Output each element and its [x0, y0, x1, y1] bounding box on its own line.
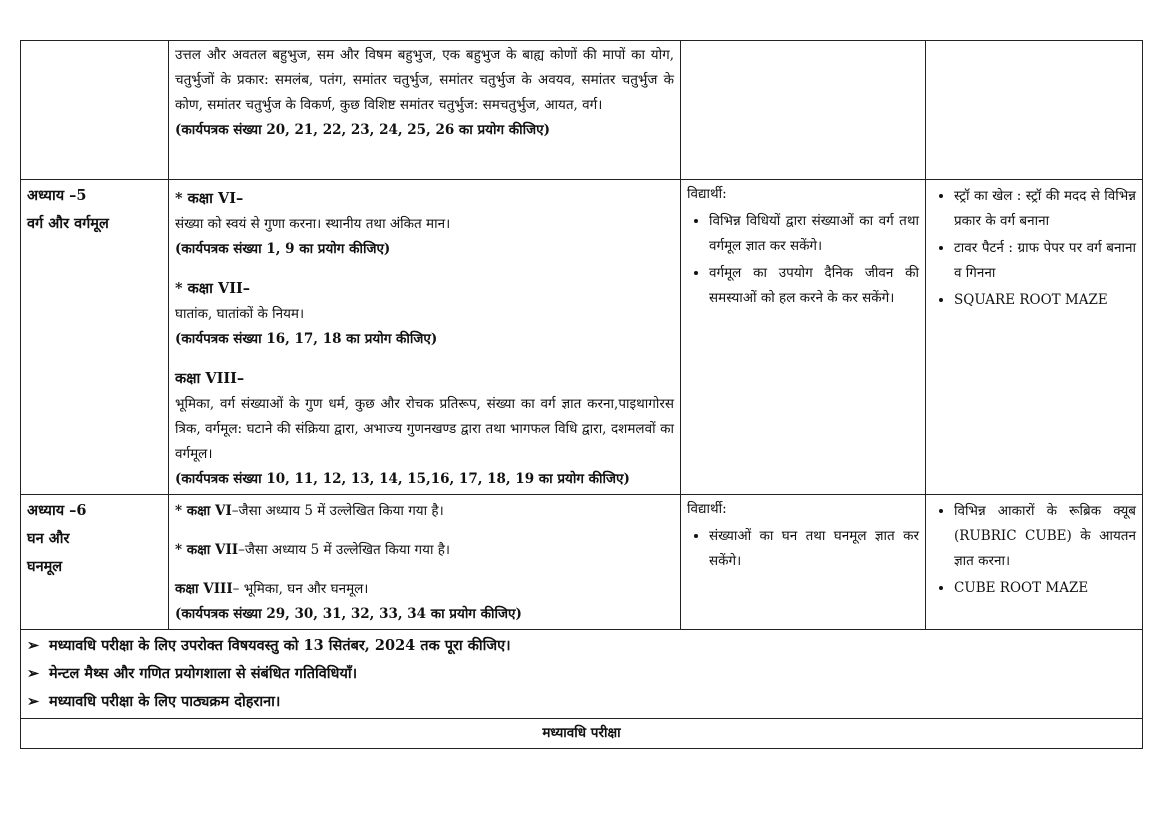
- note-item: [27, 688, 1136, 716]
- exam-title: मध्यावधि परीक्षा: [21, 719, 1143, 749]
- class-6-content: संख्या को स्वयं से गुणा करना। स्थानीय तथा अंकित मान।: [175, 216, 451, 232]
- class-7-heading: * कक्षा VII: [175, 542, 239, 558]
- chapter-number: अध्याय –5: [27, 187, 87, 204]
- notes-cell: [21, 630, 1143, 719]
- chapter-title: वर्ग और वर्गमूल: [27, 215, 109, 232]
- list-item: • संख्याओं का घन तथा घनमूल ज्ञात कर सकेंगे।: [709, 524, 919, 574]
- activity-cell-empty: [926, 41, 1143, 180]
- note-text: मध्यावधि परीक्षा के लिए पाठ्यक्रम दोहराना।: [49, 693, 281, 710]
- content-cell-continuation: [169, 41, 681, 180]
- class-7-content: घातांक, घातांकों के नियम।: [175, 306, 305, 322]
- outcome-list: [687, 524, 919, 574]
- table-row-chapter-6: [21, 495, 1143, 630]
- activity-cell: [926, 495, 1143, 630]
- activity-cell: [926, 180, 1143, 495]
- worksheet-note: (कार्यपत्रक संख्या 20, 21, 22, 23, 24, 25, 26 का प्रयोग कीजिए): [175, 122, 551, 138]
- chapter-cell-empty: [21, 41, 169, 180]
- note-item: [27, 660, 1136, 688]
- list-item: • विभिन्न आकारों के रूब्रिक क्यूब (RUBRIC CUBE) के आयतन ज्ञात करना।: [954, 499, 1136, 574]
- class-7-worksheet: (कार्यपत्रक संख्या 16, 17, 18 का प्रयोग कीजिए): [175, 331, 438, 347]
- chapter-cell: [21, 180, 169, 495]
- chapter-number: अध्याय –6: [27, 502, 87, 519]
- note-text: मध्यावधि परीक्षा के लिए उपरोक्त विषयवस्तु को 13 सितंबर, 2024 तक पूरा कीजिए।: [49, 637, 511, 654]
- list-item: • CUBE ROOT MAZE: [954, 576, 1136, 601]
- arrow-bullet-icon: ➢: [27, 637, 40, 654]
- class-8-worksheet: (कार्यपत्रक संख्या 10, 11, 12, 13, 14, 15,16, 17, 18, 19 का प्रयोग कीजिए): [175, 471, 630, 487]
- list-item: • टावर पैटर्न : ग्राफ पेपर पर वर्ग बनाना व गिनना: [954, 236, 1136, 286]
- content-cell: [169, 495, 681, 630]
- table-row-chapter-5: [21, 180, 1143, 495]
- outcome-list: [687, 209, 919, 311]
- note-item: [27, 632, 1136, 660]
- list-item: • वर्गमूल का उपयोग दैनिक जीवन की समस्याओं को हल करने के कर सकेंगे।: [709, 261, 919, 311]
- outcome-cell: [681, 495, 926, 630]
- content-cell: [169, 180, 681, 495]
- chapter-cell: [21, 495, 169, 630]
- class-6-heading: * कक्षा VI: [175, 503, 232, 519]
- class-6-content: –जैसा अध्याय 5 में उल्लेखित किया गया है।: [231, 503, 444, 519]
- table-row-notes: [21, 630, 1143, 719]
- activity-list: [932, 184, 1136, 313]
- outcome-heading: विद्यार्थी:: [687, 186, 727, 202]
- class-6-worksheet: (कार्यपत्रक संख्या 1, 9 का प्रयोग कीजिए): [175, 241, 391, 257]
- syllabus-table: [20, 40, 1143, 749]
- chapter-title-line-1: घन और: [27, 530, 70, 547]
- class-7-heading: * कक्षा VII–: [175, 280, 251, 297]
- class-6-heading: * कक्षा VI–: [175, 190, 244, 207]
- class-8-worksheet: (कार्यपत्रक संख्या 29, 30, 31, 32, 33, 34 का प्रयोग कीजिए): [175, 606, 522, 622]
- class-8-content: – भूमिका, घन और घनमूल।: [232, 581, 369, 597]
- class-8-heading: कक्षा VIII–: [175, 370, 245, 387]
- table-row-final: [21, 719, 1143, 749]
- arrow-bullet-icon: ➢: [27, 665, 40, 682]
- arrow-bullet-icon: ➢: [27, 693, 40, 710]
- class-8-content: भूमिका, वर्ग संख्याओं के गुण धर्म, कुछ और रोचक प्रतिरूप, संख्या का वर्ग ज्ञात करना,पाइथागोरस त्रिक, वर्गमूल: घटाने की संक्रिया द्वारा, अभाज्य गुणनखण्ड द्वारा तथा भागफल विधि द्वारा, दशमलवों का वर्गमूल।: [175, 396, 674, 462]
- table-row-continuation: [21, 41, 1143, 180]
- list-item: • स्ट्रॉ का खेल : स्ट्रॉ की मदद से विभिन्न प्रकार के वर्ग बनाना: [954, 184, 1136, 234]
- list-item: • SQUARE ROOT MAZE: [954, 288, 1136, 313]
- outcome-heading: विद्यार्थी:: [687, 501, 727, 517]
- list-item: • विभिन्न विधियों द्वारा संख्याओं का वर्ग तथा वर्गमूल ज्ञात कर सकेंगे।: [709, 209, 919, 259]
- outcome-cell-empty: [681, 41, 926, 180]
- content-text: उत्तल और अवतल बहुभुज, सम और विषम बहुभुज, एक बहुभुज के बाह्य कोणों की मापों का योग, चतुर्भुजों के प्रकार: समलंब, पतंग, समांतर चतुर्भुज, समांतर चतुर्भुज के अवयव, समांतर चतुर्भुज के कोण, समांतर चतुर्भुज के विकर्ण, कुछ विशिष्ट समांतर चतुर्भुज: समचतुर्भुज, आयत, वर्ग।: [175, 47, 674, 113]
- outcome-cell: [681, 180, 926, 495]
- class-7-content: –जैसा अध्याय 5 में उल्लेखित किया गया है।: [238, 542, 451, 558]
- note-text: मेन्टल मैथ्स और गणित प्रयोगशाला से संबंधित गतिविधियाँ।: [49, 665, 358, 682]
- activity-list: [932, 499, 1136, 601]
- class-8-heading: कक्षा VIII: [175, 581, 233, 597]
- chapter-title-line-2: घनमूल: [27, 558, 63, 575]
